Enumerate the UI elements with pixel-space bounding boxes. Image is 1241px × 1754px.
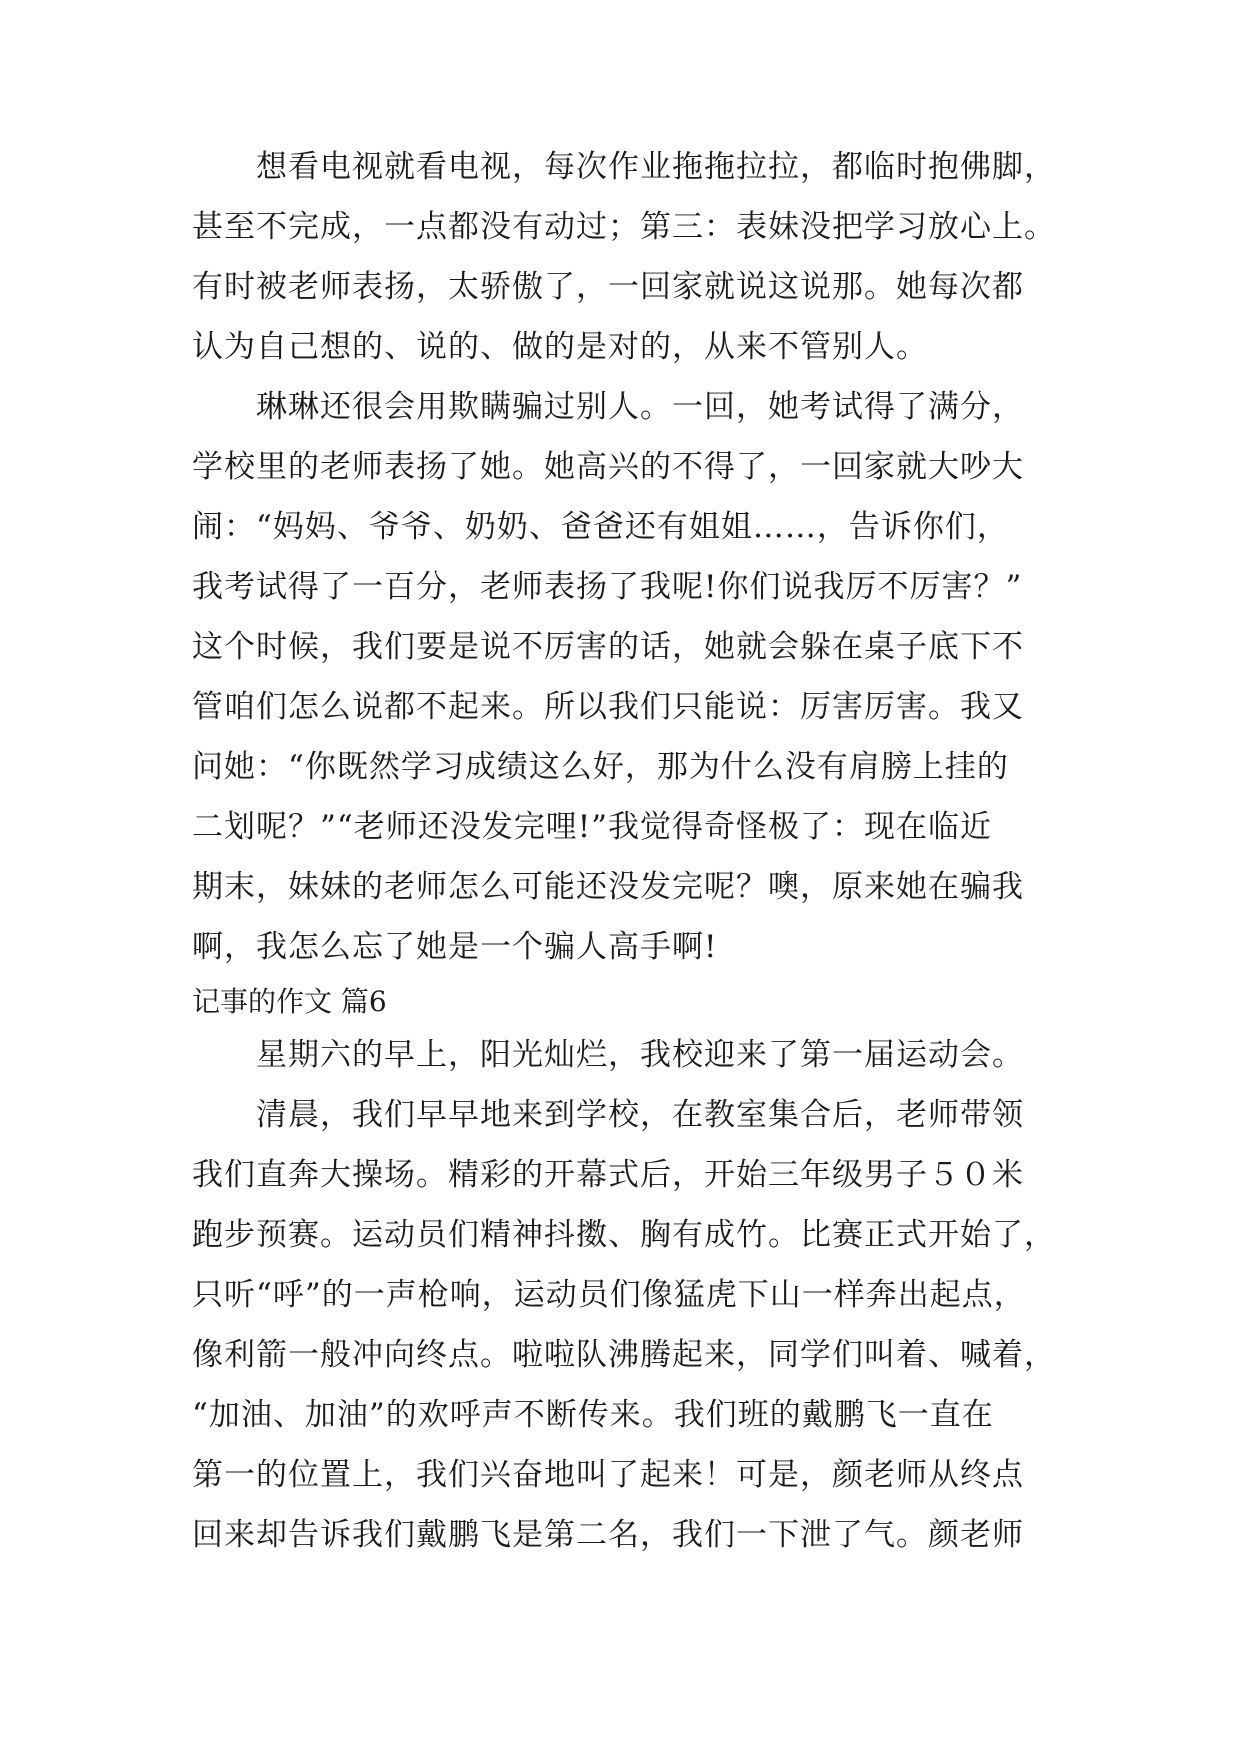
text-line: 啊，我怎么忘了她是一个骗人高手啊! (192, 929, 718, 965)
text-line: 有时被老师表扬，太骄傲了，一回家就说这说那。她每次都 (192, 269, 1024, 305)
text-line: 我考试得了一百分，老师表扬了我呢!你们说我厉不厉害？” (192, 569, 1023, 605)
text-line: 清晨，我们早早地来到学校，在教室集合后，老师带领 (256, 1097, 1024, 1133)
text-line: 甚至不完成，一点都没有动过；第三：表妹没把学习放心上。 (192, 209, 1056, 245)
text-line: 学校里的老师表扬了她。她高兴的不得了，一回家就大吵大 (192, 449, 1024, 485)
text-line: 跑步预赛。运动员们精神抖擞、胸有成竹。比赛正式开始了， (192, 1217, 1056, 1253)
text-line: 我们直奔大操场。精彩的开幕式后，开始三年级男子５０米 (192, 1157, 1024, 1193)
text-line: 管咱们怎么说都不起来。所以我们只能说：厉害厉害。我又 (192, 689, 1024, 725)
text-line: 第一的位置上，我们兴奋地叫了起来！可是，颜老师从终点 (192, 1457, 1024, 1493)
text-line: 只听“呼”的一声枪响，运动员们像猛虎下山一样奔出起点， (192, 1277, 1026, 1313)
section-heading: 记事的作文 篇6 (192, 985, 387, 1018)
text-line: “加油、加油”的欢呼声不断传来。我们班的戴鹏飞一直在 (192, 1397, 994, 1433)
text-line: 闹：“妈妈、爷爷、奶奶、爸爸还有姐姐……，告诉你们， (192, 509, 1009, 545)
text-line: 像利箭一般冲向终点。啦啦队沸腾起来，同学们叫着、喊着， (192, 1337, 1056, 1373)
text-line: 琳琳还很会用欺瞒骗过别人。一回，她考试得了满分， (256, 389, 1024, 425)
text-line: 认为自己想的、说的、做的是对的，从来不管别人。 (192, 329, 928, 365)
text-line: 星期六的早上，阳光灿烂，我校迎来了第一届运动会。 (256, 1037, 1024, 1073)
text-line: 二划呢？”“老师还没发完哩!”我觉得奇怪极了：现在临近 (192, 809, 992, 845)
text-line: 回来却告诉我们戴鹏飞是第二名，我们一下泄了气。颜老师 (192, 1517, 1024, 1553)
text-line: 问她：“你既然学习成绩这么好，那为什么没有肩膀上挂的 (192, 749, 1009, 785)
text-line: 这个时候，我们要是说不厉害的话，她就会躲在桌子底下不 (192, 629, 1024, 665)
text-line: 想看电视就看电视，每次作业拖拖拉拉，都临时抱佛脚， (256, 149, 1056, 185)
text-line: 期末，妹妹的老师怎么可能还没发完呢？噢，原来她在骗我 (192, 869, 1024, 905)
